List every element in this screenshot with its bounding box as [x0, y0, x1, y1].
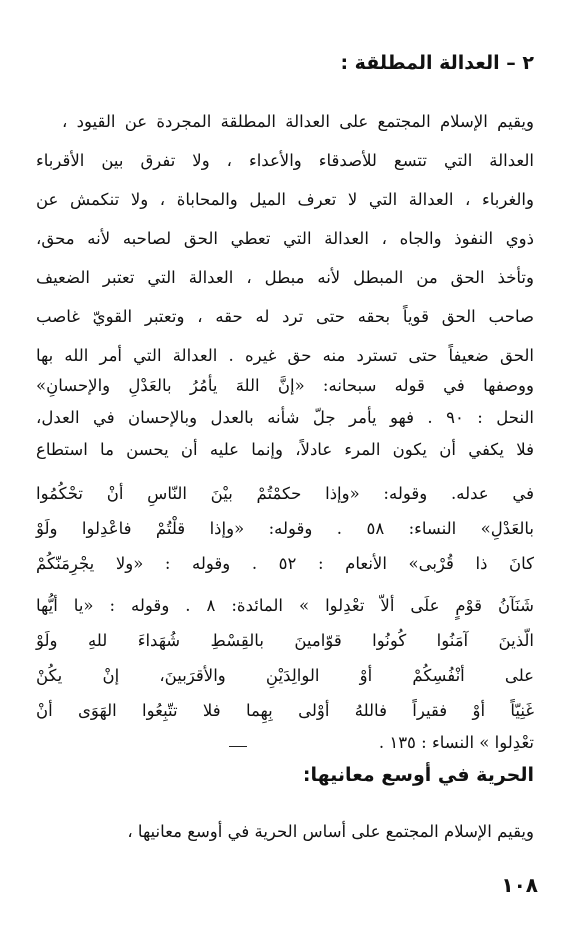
- body-line: العدالة التي تتسع للأصدقاء والأعداء ، ولا تفرق بين الأقرباء: [36, 151, 534, 170]
- body-line: ويقيم الإسلام المجتمع على أساس الحرية في أوسع معانيها ،: [127, 822, 534, 841]
- quran-quote-line: شَنَآنُ قوْمٍ علَى ألاّ تعْدِلوا » المائدة: ٨ . وقوله : «يا أيُّها: [36, 596, 534, 615]
- quran-quote-line: بالعَدْلِ» النساء: ٥٨ . وقوله: «وإذا قلْتُمْ فاعْدِلوا ولَوْ: [36, 519, 534, 538]
- page-number: ١٠٨: [501, 873, 538, 897]
- body-line: ذوي النفوذ والجاه ، العدالة التي تعطي الحق لصاحبه لأنه محق،: [36, 229, 534, 248]
- body-line: فلا يكفي أن يكون المرء عادلاً، وإنما عليه أن يحسن ما استطاع: [36, 440, 534, 459]
- quran-quote-line: على أنْفُسِكُمْ أوْ الوالِدَيْنِ والأقرَبينَ، إنْ يكُنْ: [36, 666, 534, 685]
- body-line: الحق ضعيفاً حتى تسترد منه حق غيره . العدالة التي أمر الله بها: [36, 346, 534, 365]
- body-line: والغرباء ، العدالة التي لا تعرف الميل والمحاباة ، ولا تنكمش عن: [36, 190, 534, 209]
- section-heading-freedom: الحرية في أوسع معانيها:: [302, 764, 534, 786]
- body-line: صاحب الحق قوياً بحقه حتى ترد له حقه ، وتعتبر القويّ غاصب: [36, 307, 534, 326]
- quran-quote-line: كانَ ذا قُرْبى» الأنعام : ٥٢ . وقوله : «ولا يجْرِمَنّكُمْ: [36, 554, 534, 573]
- quran-quote-line: ووصفها في قوله سبحانه: «إنَّ اللهَ يأمُرُ بالعَدْلِ والإحسانِ»: [36, 376, 534, 395]
- body-line: وتأخذ الحق من المبطل لأنه مبطل ، العدالة التي تعتبر الضعيف: [36, 268, 534, 287]
- quran-quote-line: غَنِيّاً أوْ فقيراً فاللهُ أوْلى بِهِما فلا تتّبِعُوا الهَوَى أنْ: [36, 701, 534, 720]
- quran-quote-line: الّذينَ آمَنُوا كُونُوا قوّامينَ بالقِسْطِ شُهَداءَ للهِ ولَوْ: [36, 631, 534, 650]
- body-line-end: تعْدِلوا » النساء : ١٣٥ .: [378, 733, 534, 752]
- section-divider: [229, 746, 247, 747]
- body-line: ويقيم الإسلام المجتمع على العدالة المطلقة المجردة عن القيود ،: [62, 112, 534, 131]
- quran-quote-line: في عدله. وقوله: «وإذا حكمْتُمْ بيْنَ النّاسِ أنْ تحْكُمُوا: [36, 484, 534, 503]
- body-line: النحل : ٩٠ . فهو يأمر جلّ شأنه بالعدل وبالإحسان في العدل،: [36, 408, 534, 427]
- section-heading-absolute-justice: ٢ – العدالة المطلقة :: [340, 52, 534, 74]
